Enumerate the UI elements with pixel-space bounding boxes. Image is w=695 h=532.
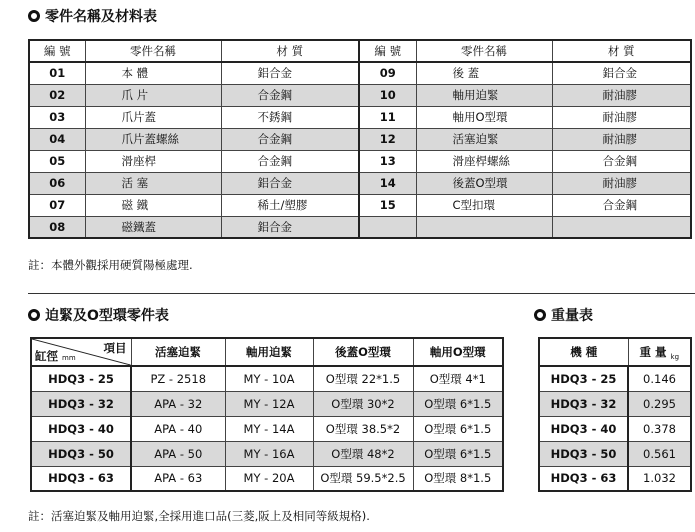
piston-seal-cell: APA - 32 xyxy=(131,391,225,416)
model-cell: HDQ3 - 32 xyxy=(31,391,131,416)
part-name: 後 蓋 xyxy=(416,62,552,84)
table-row xyxy=(29,84,691,106)
rod-seal-cell: MY - 14A xyxy=(225,416,313,441)
part-no: 13 xyxy=(359,150,416,172)
part-no: 01 xyxy=(29,62,85,84)
parts-header-row xyxy=(29,40,691,62)
model-cell: HDQ3 - 25 xyxy=(539,366,628,391)
rod-oring-cell: O型環 6*1.5 xyxy=(413,441,503,466)
header-no: 編 號 xyxy=(29,40,85,62)
weight-unit: kg xyxy=(670,352,680,361)
part-no: 08 xyxy=(29,216,85,238)
part-no: 03 xyxy=(29,106,85,128)
model-cell: HDQ3 - 63 xyxy=(539,466,628,491)
corner-item-label: 項目 xyxy=(103,341,127,355)
parts-title: 零件名稱及材料表 xyxy=(45,9,157,25)
part-material: 不銹鋼 xyxy=(221,106,359,128)
rod-seal-cell: MY - 12A xyxy=(225,391,313,416)
part-name: 滑座桿螺絲 xyxy=(416,150,552,172)
weight-heading xyxy=(534,305,593,325)
part-no: 04 xyxy=(29,128,85,150)
rod-seal-cell: MY - 20A xyxy=(225,466,313,491)
circle-bullet-icon xyxy=(534,309,546,321)
model-cell: HDQ3 - 40 xyxy=(539,416,628,441)
table-row xyxy=(31,466,503,491)
table-row xyxy=(29,216,691,238)
header-material: 材 質 xyxy=(221,40,359,62)
header-material-2: 材 質 xyxy=(552,40,691,62)
weight-cell: 0.378 xyxy=(628,416,691,441)
table-row xyxy=(31,441,503,466)
seal-body xyxy=(31,366,503,491)
part-name: 活 塞 xyxy=(85,172,221,194)
rear-oring-cell: O型環 30*2 xyxy=(313,391,413,416)
parts-heading xyxy=(28,6,157,26)
weight-cell: 1.032 xyxy=(628,466,691,491)
seal-title: 迫緊及O型環零件表 xyxy=(45,308,169,324)
part-no: 12 xyxy=(359,128,416,150)
header-piston-seal: 活塞迫緊 xyxy=(131,338,225,366)
part-no: 09 xyxy=(359,62,416,84)
weight-table xyxy=(538,337,692,492)
rod-seal-cell: MY - 16A xyxy=(225,441,313,466)
part-no: 14 xyxy=(359,172,416,194)
header-part-name: 零件名稱 xyxy=(85,40,221,62)
table-row xyxy=(31,366,503,391)
part-no: 11 xyxy=(359,106,416,128)
part-material: 耐油膠 xyxy=(552,106,691,128)
part-no: 02 xyxy=(29,84,85,106)
part-material: 合金鋼 xyxy=(221,150,359,172)
header-rod-seal: 軸用迫緊 xyxy=(225,338,313,366)
part-no: 07 xyxy=(29,194,85,216)
table-row xyxy=(539,366,691,391)
header-weight: 重 量 $_{kg}$ xyxy=(628,338,691,366)
part-material: 合金鋼 xyxy=(221,84,359,106)
table-row xyxy=(539,466,691,491)
seal-note: 註：活塞迫緊及軸用迫緊,全採用進口品(三菱,阪上及相同等級規格). xyxy=(28,509,370,523)
part-name: 活塞迫緊 xyxy=(416,128,552,150)
table-row xyxy=(29,194,691,216)
section-divider xyxy=(28,293,695,294)
rod-oring-cell: O型環 8*1.5 xyxy=(413,466,503,491)
part-name: 爪片蓋 xyxy=(85,106,221,128)
part-name: 爪 片 xyxy=(85,84,221,106)
weight-title: 重量表 xyxy=(551,308,593,324)
rod-seal-cell: MY - 10A xyxy=(225,366,313,391)
piston-seal-cell: APA - 50 xyxy=(131,441,225,466)
weight-cell: 0.146 xyxy=(628,366,691,391)
part-name: 軸用迫緊 xyxy=(416,84,552,106)
part-name: 軸用O型環 xyxy=(416,106,552,128)
part-no: 10 xyxy=(359,84,416,106)
part-name: 本 體 xyxy=(85,62,221,84)
model-cell: HDQ3 - 32 xyxy=(539,391,628,416)
table-row xyxy=(539,416,691,441)
table-row xyxy=(539,391,691,416)
parts-note: 註：本體外觀採用硬質陽極處理. xyxy=(28,258,193,272)
corner-unit: mm xyxy=(62,354,76,362)
part-material: 鋁合金 xyxy=(221,216,359,238)
rear-oring-cell: O型環 48*2 xyxy=(313,441,413,466)
part-material: 稀土/塑膠 xyxy=(221,194,359,216)
part-material: 合金鋼 xyxy=(221,128,359,150)
rear-oring-cell: O型環 22*1.5 xyxy=(313,366,413,391)
rod-oring-cell: O型環 6*1.5 xyxy=(413,416,503,441)
circle-bullet-icon xyxy=(28,10,40,22)
table-row xyxy=(29,150,691,172)
table-row xyxy=(29,172,691,194)
model-cell: HDQ3 - 63 xyxy=(31,466,131,491)
piston-seal-cell: PZ - 2518 xyxy=(131,366,225,391)
part-material: 耐油膠 xyxy=(552,128,691,150)
corner-header xyxy=(31,338,131,366)
table-row xyxy=(31,416,503,441)
part-material: 耐油膠 xyxy=(552,172,691,194)
part-no xyxy=(359,216,416,238)
weight-cell: 0.295 xyxy=(628,391,691,416)
header-model: 機 種 xyxy=(539,338,628,366)
parts-table xyxy=(28,39,692,239)
part-name: 滑座桿 xyxy=(85,150,221,172)
rear-oring-cell: O型環 59.5*2.5 xyxy=(313,466,413,491)
circle-bullet-icon xyxy=(28,309,40,321)
seal-header-row xyxy=(31,338,503,366)
part-material: 合金鋼 xyxy=(552,150,691,172)
part-material: 耐油膠 xyxy=(552,84,691,106)
part-name: C型扣環 xyxy=(416,194,552,216)
header-rod-oring: 軸用O型環 xyxy=(413,338,503,366)
part-material xyxy=(552,216,691,238)
header-rear-oring: 後蓋O型環 xyxy=(313,338,413,366)
header-no-2: 編 號 xyxy=(359,40,416,62)
rod-oring-cell: O型環 4*1 xyxy=(413,366,503,391)
part-no: 15 xyxy=(359,194,416,216)
part-material: 鋁合金 xyxy=(552,62,691,84)
model-cell: HDQ3 - 25 xyxy=(31,366,131,391)
piston-seal-cell: APA - 63 xyxy=(131,466,225,491)
piston-seal-cell: APA - 40 xyxy=(131,416,225,441)
model-cell: HDQ3 - 50 xyxy=(539,441,628,466)
parts-body xyxy=(29,62,691,238)
part-no: 05 xyxy=(29,150,85,172)
table-row xyxy=(539,441,691,466)
corner-bore-label: 缸徑 mm xyxy=(35,349,76,363)
part-name: 磁鐵蓋 xyxy=(85,216,221,238)
part-name: 磁 鐵 xyxy=(85,194,221,216)
table-row xyxy=(29,62,691,84)
part-name xyxy=(416,216,552,238)
seal-heading xyxy=(28,305,169,325)
rear-oring-cell: O型環 38.5*2 xyxy=(313,416,413,441)
table-row xyxy=(29,106,691,128)
model-cell: HDQ3 - 50 xyxy=(31,441,131,466)
rod-oring-cell: O型環 6*1.5 xyxy=(413,391,503,416)
part-material: 鋁合金 xyxy=(221,172,359,194)
part-no: 06 xyxy=(29,172,85,194)
part-material: 鋁合金 xyxy=(221,62,359,84)
table-row xyxy=(31,391,503,416)
part-name: 後蓋O型環 xyxy=(416,172,552,194)
seal-table xyxy=(30,337,504,492)
weight-cell: 0.561 xyxy=(628,441,691,466)
weight-header-row xyxy=(539,338,691,366)
part-material: 合金鋼 xyxy=(552,194,691,216)
weight-body xyxy=(539,366,691,491)
model-cell: HDQ3 - 40 xyxy=(31,416,131,441)
part-name: 爪片蓋螺絲 xyxy=(85,128,221,150)
table-row xyxy=(29,128,691,150)
header-part-name-2: 零件名稱 xyxy=(416,40,552,62)
